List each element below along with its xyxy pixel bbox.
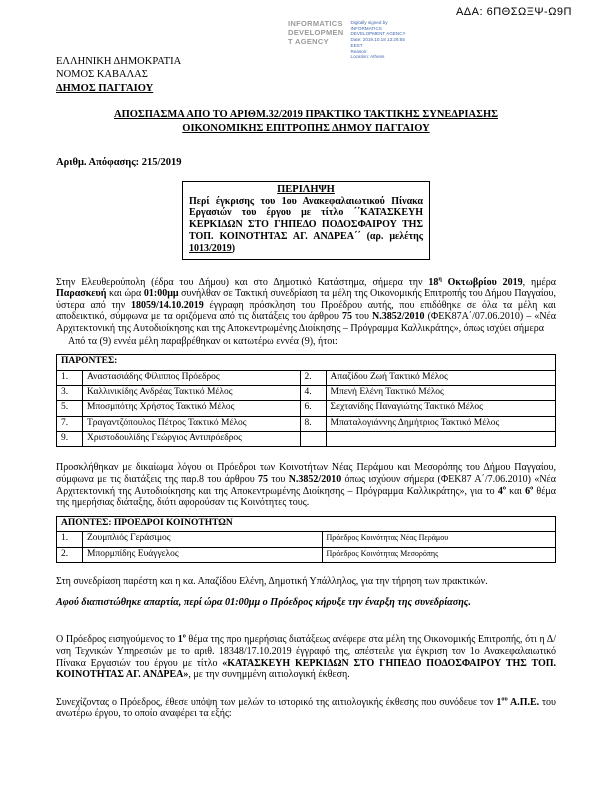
table-cell: 6. (300, 401, 326, 416)
summary-body: Περί έγκρισης του 1ου Ανακεφαλαιωτικού Πίνακα Εργασιών του έργου με τίτλο ΄΄ΚΑΤΑΣΚΕΥΗ ΚΕΡΚΙΔΩΝ ΣΤΟ ΓΗΠΕΔΟ ΠΟΔΟΣΦΑΙΡΟΥ ΤΗΣ ΤΟΠ. ΚΟΙΝΟΤΗΤΑΣ ΑΓ. ΑΝΔΡΕΑ΄΄ (αρ. μελέτης 1013/2019) (189, 195, 423, 254)
table-cell: Ζουμπλιός Γεράσιμος (83, 532, 323, 547)
authority-country: ΕΛΛΗΝΙΚΗ ΔΗΜΟΚΡΑΤΙΑ (56, 56, 182, 67)
table-cell: Καλλινικίδης Ανδρέας Τακτικό Μέλος (83, 385, 301, 400)
title-line-2: ΟΙΚΟΝΟΜΙΚΗΣ ΕΠΙΤΡΟΠΗΣ ΔΗΜΟΥ ΠΑΓΓΑΙΟΥ (182, 122, 430, 134)
table-header-row (57, 355, 556, 370)
table-cell: Σεχτανίδης Παναγιώτης Τακτικό Μέλος (326, 401, 555, 416)
table-cell: Πρόεδρος Κοινότητας Νέας Περάμου (322, 532, 555, 547)
paragraph-attendance-note: Από τα (9) εννέα μέλη παραβρέθηκαν οι κατωτέρω εννέα (9), ήτοι: (68, 335, 338, 347)
table-cell: Χριστοδουλίδης Γεώργιος Αντιπρόεδρος (83, 432, 301, 447)
table-cell: 5. (57, 401, 83, 416)
stamp-agency-line: DEVELOPMEN (288, 27, 344, 37)
paragraph-first-topic-intro: Ο Πρόεδρος εισηγούμενος το $1^o$ θέμα της προ ημερήσιας διατάξεως ανέφερε στα μέλη της Οικονομικής Επιτροπής, ότι η Δ/νση Τεχνικών Υπηρεσιών με το αριθ. 18348/17.10.2019 έγγραφό της, απέστειλε για έγκριση τον 1ο Ανακεφαλαιωτικό Πίνακα Εργασιών του έργου με τίτλο «ΚΑΤΑΣΚΕΥΗ ΚΕΡΚΙΔΩΝ ΣΤΟ ΓΗΠΕΔΟ ΠΟΔΟΣΦΑΙΡΟΥ ΤΗΣ ΤΟΠ. ΚΟΙΝΟΤΗΤΑΣ ΑΓ. ΑΝΔΡΕΑ», με την συνημμένη αιτιολογική έκθεση. (56, 633, 556, 681)
present-members-table (56, 354, 556, 447)
title-line-1: ΑΠΟΣΠΑΣΜΑ ΑΠΟ ΤΟ ΑΡΙΘΜ.32/2019 ΠΡΑΚΤΙΚΟ ΤΑΚΤΙΚΗΣ ΣΥΝΕΔΡΙΑΣΗΣ (113, 109, 498, 121)
document-title (56, 108, 556, 135)
table-cell: Αναστασιάδης Φίλιππος Πρόεδρος (83, 370, 301, 385)
table-cell: 1. (57, 370, 83, 385)
authority-prefecture: ΝΟΜΟΣ ΚΑΒΑΛΑΣ (56, 69, 148, 81)
table-title-cell: ΑΠΟΝΤΕΣ: ΠΡΟΕΔΡΟΙ ΚΟΙΝΟΤΗΤΩΝ (57, 516, 556, 531)
table-cell: 2. (300, 370, 326, 385)
table-cell: 4. (300, 385, 326, 400)
stamp-signature-line: EEST (350, 42, 363, 48)
decision-number: Αριθμ. Απόφασης: 215/2019 (56, 156, 182, 168)
table-row (57, 416, 556, 431)
paragraph-invited-presidents: Προσκλήθηκαν με δικαίωμα λόγου οι Πρόεδροι των Κοινοτήτων Νέας Περάμου και Μεσορόπης του Δήμου Παγγαίου, σύμφωνα με τις διατάξεις της παρ.8 του άρθρου 75 του Ν.3852/2010 όπως ισχύουν σήμερα (ΦΕΚ87 Α΄/7.06.2010) «Νέα Αρχιτεκτονική της Αυτοδιοίκησης και της Αποκεντρωμένης Διοίκησης – Πρόγραμμα Καλλικράτης», για το $4^o$ και $6^o$ θέμα της ημερήσιας διάταξης, διότι αφορούσαν τις Κοινότητες τους. (56, 462, 556, 509)
stamp-agency-line: INFORMATICS (288, 19, 343, 28)
table-header-row (57, 516, 556, 531)
stamp-signature-line: DEVELOPMENT AGENCY (350, 31, 406, 37)
table-cell: 7. (57, 416, 83, 431)
summary-box (182, 181, 430, 260)
table-row (57, 385, 556, 400)
paragraph-continuing: Συνεχίζοντας ο Πρόεδρος, έθεσε υπόψη των μελών το ιστορικό της αιτιολογικής έκθεσης που συνόδευε τον $1^{o\upsilon}$ Α.Π.Ε. του ανωτέρω έργου, το οποίο αναφέρει τα εξής: (56, 695, 556, 720)
digital-signature-stamp (288, 20, 406, 60)
stamp-signature-line: Reason: (350, 48, 368, 54)
absent-presidents-table (56, 516, 556, 563)
table-row (57, 532, 556, 547)
table-cell: Τραγαντζόπουλος Πέτρος Τακτικό Μέλος (83, 416, 301, 431)
table-row (57, 432, 556, 447)
table-cell: 8. (300, 416, 326, 431)
table-cell: Μπαταλογιάννης Δημήτριος Τακτικό Μέλος (326, 416, 555, 431)
paragraph-session-intro: Στην Ελευθερούπολη (έδρα του Δήμου) και στο Δημοτικό Κατάστημα, σήμερα την $18^\eta$ Οκτωβρίου 2019, ημέρα Παρασκευή και ώρα 01:00μμ συνήλθαν σε Τακτική συνεδρίαση τα μέλη της Οικονομικής Επιτροπής του Δήμου Παγγαίου, ύστερα από την 18059/14.10.2019 έγγραφη πρόσκληση του Προέδρου αυτής, που επιδόθηκε σε όλα τα μέλη και αποδεικτικό, σύμφωνα με τα οριζόμενα από τις διατάξεις του άρθρου 75 του Ν.3852/2010 (ΦΕΚ87Α΄/07.06.2010) – «Νέα Αρχιτεκτονική της Αυτοδιοίκησης και της Αποκεντρωμένης Διοίκησης – Πρόγραμμα Καλλικράτης», όπως ισχύει σήμερα (56, 275, 557, 334)
authority-municipality: ΔΗΜΟΣ ΠΑΓΓΑΙΟΥ (56, 82, 154, 94)
table-cell: 9. (57, 432, 83, 447)
table-row (57, 401, 556, 416)
table-cell: Απαζίδου Ζωή Τακτικό Μέλος (326, 370, 555, 385)
table-cell: Μπορμπίδης Ευάγγελος (83, 547, 323, 562)
table-row (57, 370, 556, 385)
stamp-agency-line: T AGENCY (288, 36, 329, 46)
table-cell (326, 432, 555, 447)
table-title-cell: ΠΑΡΟΝΤΕΣ: (57, 355, 556, 370)
stamp-signature-line: INFORMATICS (350, 25, 382, 31)
stamp-agency-name (288, 20, 344, 47)
table-cell: 3. (57, 385, 83, 400)
table-cell: Μπενή Ελένη Τακτικό Μέλος (326, 385, 555, 400)
summary-heading: ΠΕΡΙΛΗΨΗ (277, 183, 335, 195)
stamp-signature-line: Date: 2019.10.18 13:26:55 (350, 37, 405, 43)
table-cell: 2. (57, 547, 83, 562)
table-cell: Πρόεδρος Κοινότητας Μεσορόπης (322, 547, 555, 562)
table-cell (300, 432, 326, 447)
paragraph-secretary: Στη συνεδρίαση παρέστη και η κα. Απαζίδου Ελένη, Δημοτική Υπάλληλος, για την τήρηση των πρακτικών. (56, 576, 488, 588)
issuing-authority-block (56, 55, 556, 95)
table-cell: Μποσμπότης Χρήστος Τακτικό Μέλος (83, 401, 301, 416)
ada-code: ΑΔΑ: 6ΠΘΣΩΞΨ-Ω9Π (455, 6, 572, 18)
paragraph-quorum-declaration: Αφού διαπιστώθηκε απαρτία, περί ώρα 01:00μμ ο Πρόεδρος κήρυξε την έναρξη της συνεδρίασης. (56, 596, 471, 608)
stamp-signature-line: Digitally signed by (350, 20, 388, 25)
stamp-signature-line: Location: Athens (350, 54, 385, 60)
table-row (57, 547, 556, 562)
stamp-signature-text (351, 20, 406, 60)
table-cell: 1. (57, 532, 83, 547)
